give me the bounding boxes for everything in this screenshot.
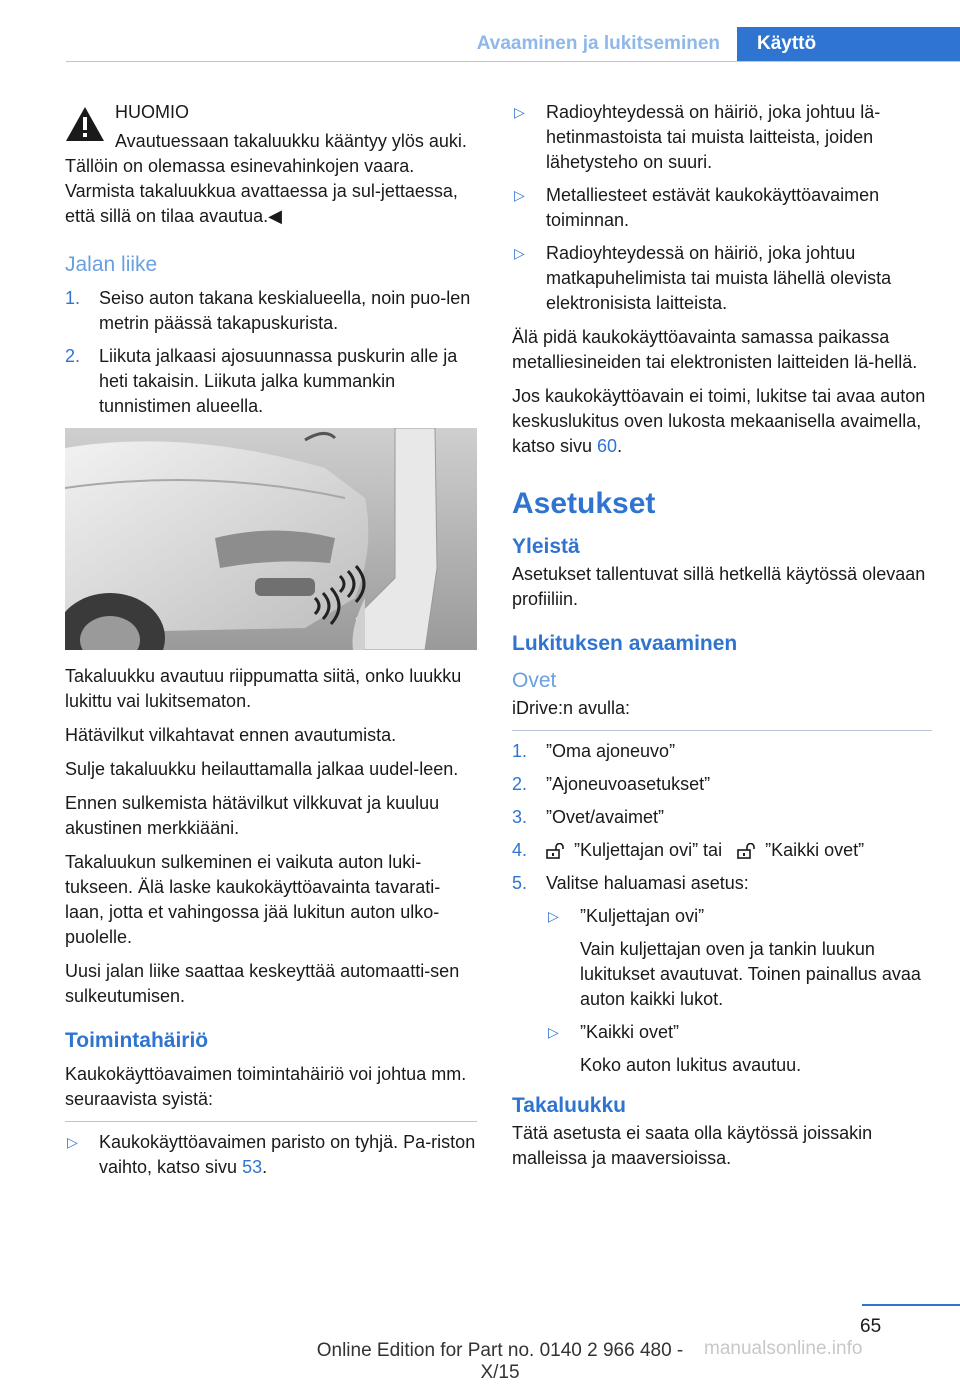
causes-list-continued [512,100,932,316]
step-text: ”Ovet/avaimet” [546,807,665,827]
divider [512,730,932,731]
paragraph: Takaluukku avautuu riippumatta siitä, onko luukku lukittu vai lukitsematon. [65,666,462,711]
unlock-icon [546,843,566,859]
bullet-text: Radioyhteydessä on häiriö, joka johtuu lä-hetinmastoista tai muista laitteista, joiden lähetysteho on suuri. [546,102,881,172]
step-text: Liikuta jalkaasi ajosuunnassa puskurin alle ja heti takaisin. Liikuta jalka kummankin tunnistimen alueella. [99,346,458,416]
list-item [65,1130,477,1180]
paragraph: Ennen sulkemista hätävilkut vilkkuvat ja kuuluu akustinen merkkiääni. [65,793,440,838]
list-item [512,838,932,863]
step-text: ”Oma ajoneuvo” [546,741,676,761]
triangle-bullet-icon: ▷ [548,908,559,924]
list-item [512,772,932,797]
step-text: ”Kaikki ovet” [765,840,865,860]
settings-steps [512,739,932,1078]
warning-text-wrap [65,129,477,229]
list-item [546,904,932,1012]
option-text: Koko auton lukitus avautuu. [580,1055,802,1075]
paragraph: Takaluukun sulkeminen ei vaikuta auton luki-tukseen. Älä laske kaukokäyttöavainta tavarati-laan, jotta et vahingossa jää lukitun auton ulko-puolelle. [65,852,441,947]
kick-sensor-illustration [65,428,477,650]
heading-ovet: Ovet [512,669,557,692]
list-item [512,739,932,764]
options-list [546,904,932,1078]
list-item [65,286,477,336]
option-title: ”Kaikki ovet” [580,1022,680,1042]
list-item [512,183,932,233]
bullet-text: Kaukokäyttöavaimen paristo on tyhjä. Pa-riston vaihto, katso sivu [99,1132,476,1177]
paragraph: Asetukset tallentuvat sillä hetkellä käytössä olevaan profiiliin. [512,564,926,609]
warning-title: HUOMIO [115,102,189,122]
step-number: 1. [512,741,528,761]
car-rear-foot-image [65,428,477,650]
paragraph-end: . [617,436,623,456]
causes-list [65,1130,477,1180]
paragraph: Älä pidä kaukokäyttöavainta samassa paikassa metalliesineiden tai elektronisten laitteiden lä-hellä. [512,327,918,372]
edition-text: Online Edition for Part no. 0140 2 966 480 - X/15 [316,1340,684,1383]
step-number: 2. [512,774,528,794]
step-number: 1. [65,288,81,308]
paragraph: Hätävilkut vilkahtavat ennen avautumista. [65,725,397,745]
list-item [512,871,932,1078]
watermark: manualsonline.info [704,1338,863,1359]
option-title: ”Kuljettajan ovi” [580,906,705,926]
warning-box [65,100,477,229]
list-item [546,1020,932,1078]
list-item [512,805,932,830]
step-text: ”Kuljettajan ovi” tai [574,840,723,860]
bullet-text: Metalliesteet estävät kaukokäyttöavaimen toiminnan. [546,185,880,230]
heading-takaluukku: Takaluukku [512,1094,626,1117]
paragraph-text: Jos kaukokäyttöavain ei toimi, lukitse tai avaa auton keskuslukitus oven lukosta mekaanisella avaimella, katso sivu [512,386,926,456]
step-text: Seiso auton takana keskialueella, noin puo-len metrin päässä takapuskurista. [99,288,471,333]
page-link-53[interactable]: 53 [242,1157,263,1177]
paragraph: Tätä asetusta ei saata olla käytössä joissakin malleissa ja maaversioissa. [512,1123,873,1168]
paragraph [512,384,932,459]
paragraph: iDrive:n avulla: [512,698,631,718]
triangle-bullet-icon: ▷ [514,104,525,120]
header-chapter-tab: Käyttö [737,27,960,61]
step-number: 2. [65,346,81,366]
step-text: ”Ajoneuvoasetukset” [546,774,711,794]
heading-yleista: Yleistä [512,535,580,558]
triangle-bullet-icon: ▷ [548,1024,559,1040]
page-number: 65 [860,1316,882,1337]
heading-toimintahairio: Toimintahäiriö [65,1029,209,1052]
warning-triangle-icon [65,106,105,142]
divider [65,1121,477,1122]
step-number: 5. [512,873,528,893]
right-column [512,100,932,1180]
step-number: 3. [512,807,528,827]
list-item [512,241,932,316]
left-column [65,100,477,1189]
page-link-60[interactable]: 60 [597,436,618,456]
footer-rule [862,1304,960,1306]
heading-lukituksen-avaaminen: Lukituksen avaaminen [512,632,738,655]
list-item [512,100,932,175]
header-section-title: Avaaminen ja lukitseminen [476,33,720,54]
triangle-bullet-icon: ▷ [67,1134,78,1150]
bullet-text-end: . [262,1157,268,1177]
list-item [65,344,477,419]
triangle-bullet-icon: ▷ [514,187,525,203]
steps-list [65,286,477,419]
heading-jalan-liike: Jalan liike [65,253,158,276]
step-text: Valitse haluamasi asetus: [546,873,749,893]
heading-asetukset: Asetukset [512,487,656,520]
bullet-text: Radioyhteydessä on häiriö, joka johtuu matkapuhelimista tai muista lähellä olevista elektronisista laitteista. [546,243,892,313]
warning-text: Avautuessaan takaluukku kääntyy ylös auki. Tällöin on olemassa esinevahinkojen vaara. Varmista takaluukkua avattaessa ja sul-jettaessa, että sillä on tilaa avautua.◀ [65,131,467,226]
unlock-icon [737,843,757,859]
triangle-bullet-icon: ▷ [514,245,525,261]
paragraph: Kaukokäyttöavaimen toimintahäiriö voi johtua mm. seuraavista syistä: [65,1064,467,1109]
option-text: Vain kuljettajan oven ja tankin luukun lukitukset avautuvat. Toinen painallus avaa auton kaikki lukot. [580,939,921,1009]
header-rule [66,61,960,62]
step-number: 4. [512,840,528,860]
paragraph: Sulje takaluukku heilauttamalla jalkaa uudel-leen. [65,759,459,779]
paragraph: Uusi jalan liike saattaa keskeyttää automaatti-sen sulkeutumisen. [65,961,460,1006]
